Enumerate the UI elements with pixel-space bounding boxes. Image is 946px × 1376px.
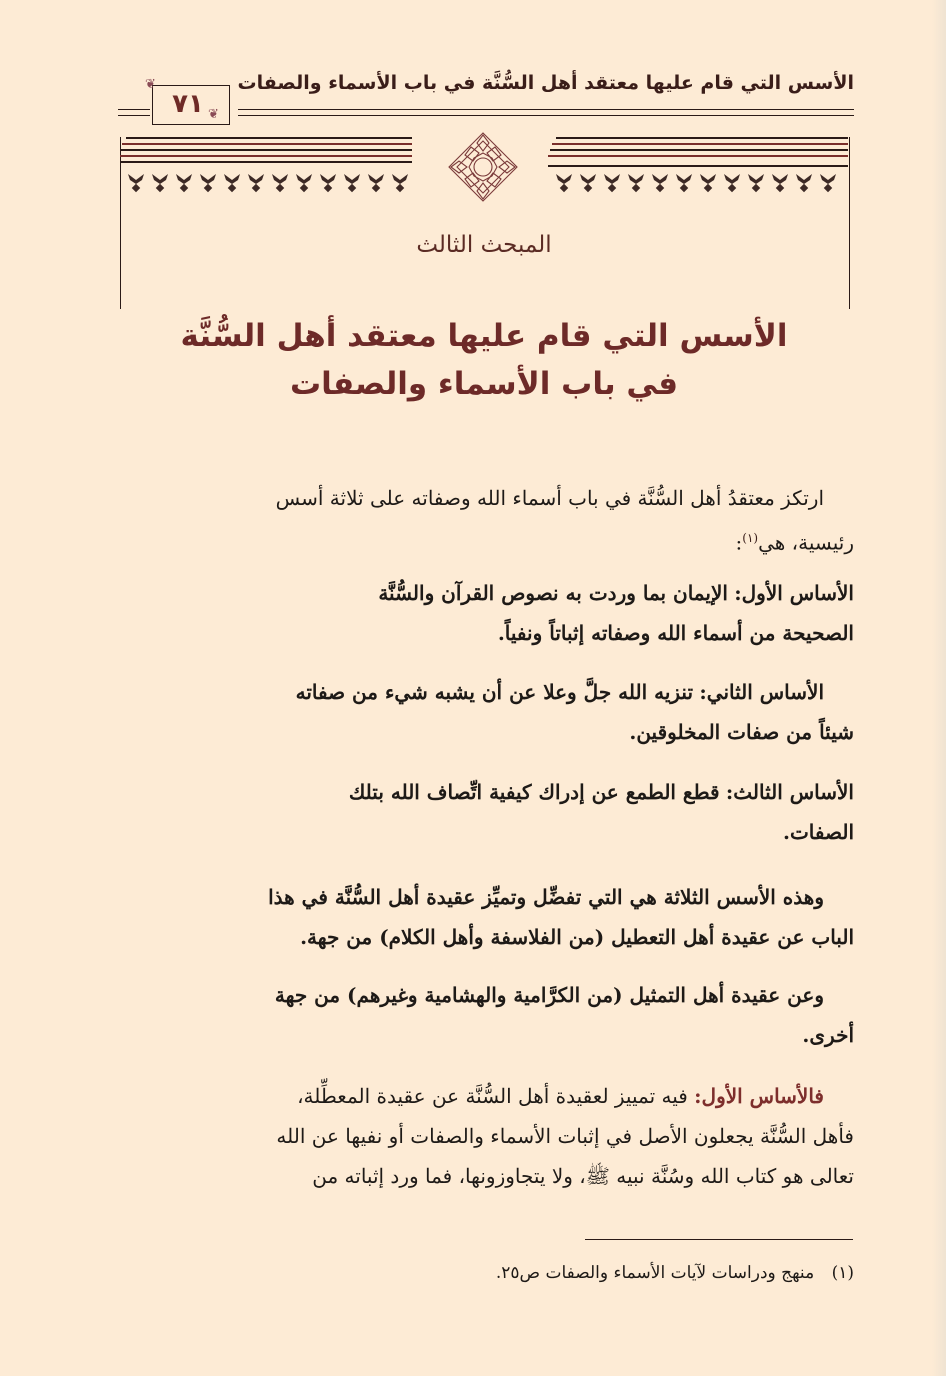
stripe-band-left: [120, 137, 412, 169]
distinguish-paragraph: [118, 877, 854, 957]
text-line: [118, 672, 854, 712]
text-line: ارتكز معتقدُ أهل السُّنَّة في باب أسماء الله وصفاته على ثلاثة أسس: [275, 486, 824, 510]
page-number: ٧١: [172, 89, 204, 119]
zigzag-border-ornament-right: [554, 172, 844, 194]
flourish-ornament-icon: ❦: [208, 107, 219, 122]
text-line: الباب عن عقيدة أهل التعطيل (من الفلاسفة وأهل الكلام) من جهة.: [300, 925, 854, 949]
text-line: الصفات.: [783, 820, 854, 844]
text-fragment: :: [735, 530, 743, 555]
footnote: [118, 1258, 854, 1288]
flourish-ornament-icon: ❦: [145, 77, 156, 92]
text-line: أخرى.: [802, 1023, 854, 1047]
text-line: وهذه الأسس الثلاثة هي التي تفضِّل وتميِّز عقيدة أهل السُّنَّة في هذا: [268, 885, 824, 909]
header-rule-left: [118, 115, 150, 116]
text-line: تعالى هو كتاب الله وسُنَّة نبيه ﷺ، ولا يتجاوزونها، فما ورد إثباته من: [312, 1164, 854, 1188]
text-line: [118, 1076, 854, 1116]
basis-one-paragraph: [118, 573, 854, 653]
text-fragment: رئيسية، هي: [758, 530, 854, 555]
text-line: [118, 772, 854, 812]
geometric-rosette-ornament-icon: [447, 131, 519, 203]
text-line: شيئاً من صفات المخلوقين.: [629, 720, 854, 744]
basis-label-accent: فالأساس الأول:: [694, 1084, 824, 1108]
first-basis-explanation: [118, 1076, 854, 1196]
running-header-title: الأسس التي قام عليها معتقد أهل السُّنَّة في باب الأسماء والصفات: [237, 72, 854, 94]
footnote-separator: [585, 1239, 853, 1240]
chapter-section-label: المبحث الثالث: [416, 232, 552, 258]
footnote-text: منهج ودراسات لآيات الأسماء والصفات ص٢٥.: [495, 1263, 815, 1283]
text-line: [118, 573, 854, 613]
text-line: وعن عقيدة أهل التمثيل (من الكرَّامية والهشامية وغيرهم) من جهة: [274, 983, 824, 1007]
page-edge-shadow: [932, 0, 946, 1376]
text-line: فأهل السُّنَّة يجعلون الأصل في إثبات الأسماء والصفات أو نفيها عن الله: [276, 1124, 854, 1148]
text-fragment: الإيمان بما وردت به نصوص القرآن والسُّنَّة: [378, 581, 728, 605]
zigzag-border-ornament-left: [126, 172, 412, 194]
header-rule: [238, 115, 854, 116]
basis-label: الأساس الثاني:: [699, 680, 824, 704]
intro-paragraph: [118, 478, 854, 558]
header-rule: [238, 109, 854, 110]
basis-label: الأساس الثالث:: [725, 780, 854, 804]
section-title-line-1: الأسس التي قام عليها معتقد أهل السُّنَّة: [180, 318, 788, 354]
basis-three-paragraph: [118, 772, 854, 852]
footnote-reference[interactable]: (١): [742, 531, 759, 545]
basis-label: الأساس الأول:: [734, 581, 854, 605]
text-fragment: تنزيه الله جلَّ وعلا عن أن يشبه شيء من صفاته: [295, 680, 694, 704]
text-line: الصحيحة من أسماء الله وصفاته إثباتاً ونفياً.: [497, 621, 854, 645]
footnote-number: (١): [831, 1263, 854, 1283]
text-fragment: فيه تمييز لعقيدة أهل السُّنَّة عن عقيدة المعطِّلة،: [297, 1084, 688, 1108]
text-line: [118, 518, 854, 558]
header-rule-left: [118, 109, 150, 110]
tamthil-paragraph: [118, 975, 854, 1055]
text-fragment: قطع الطمع عن إدراك كيفية اتِّصاف الله بتلك: [348, 780, 720, 804]
stripe-band-right: [548, 137, 848, 169]
basis-two-paragraph: [118, 672, 854, 752]
section-title-line-2: في باب الأسماء والصفات: [289, 366, 679, 402]
